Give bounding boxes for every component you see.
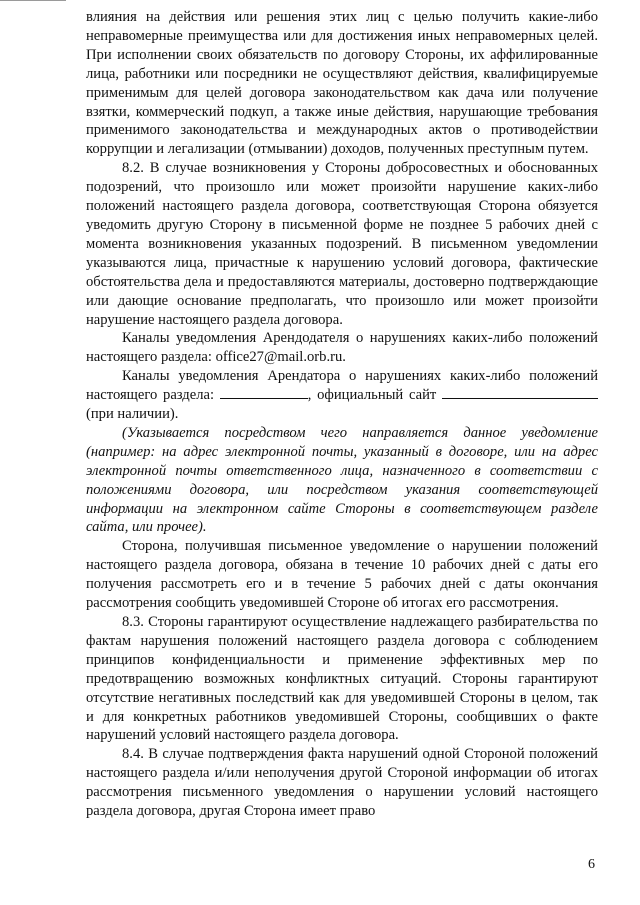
clause-8-3: 8.3. Стороны гарантируют осуществление надлежащего разбирательства по фактам нарушения положений настоящего раздела договора с соблюдением принципов конфиденциальности и применение эффективных мер по предотвращению возможных конфликтных ситуаций. Стороны гарантируют отсутствие негативных последствий как для уведомившей Стороны в целом, так и для конкретных работников уведомившей Стороны, сообщивших о факте нарушений условий настоящего раздела договора. — [86, 614, 598, 744]
clause-8-2: 8.2. В случае возникновения у Стороны добросовестных и обоснованных подозрений, что произошло или может произойти нарушение каких-либо положений настоящего раздела договора, соответствующая Сторона обязуется уведомить другую Сторону в письменной форме не позднее 5 рабочих дней с момента возникновения указанных подозрений. В письменном уведомлении указываются лица, причастные к нарушению условий договора, фактические обстоятельства дела и предоставляются материалы, достоверно подтверждающие или дающие основание предполагать, что произошло или может произойти нарушение настоящего раздела договора. — [86, 160, 598, 328]
recipient-obligation-paragraph: Сторона, получившая письменное уведомление о нарушении положений настоящего раздела договора, обязана в течение 10 рабочих дней с даты его получения рассмотреть его и в течение 5 рабочих дней с даты окончания рассмотрения сообщить уведомившей Стороне об итогах его рассмотрения. — [86, 538, 598, 612]
tenant-channels-text: Каналы уведомления Арендатора о нарушениях каких-либо положений настоящего раздела: — [86, 368, 598, 404]
tenant-channels-end: (при наличии). — [86, 406, 179, 423]
page-number: 6 — [588, 857, 595, 872]
header-rule — [0, 0, 66, 1]
continuation-paragraph: влияния на действия или решения этих лиц с целью получить какие-либо неправомерные преимущества или для достижения иных неправомерных целей. При исполнении своих обязательств по договору Стороны, их аффилированные лица, работники или посредники не осуществляют действия, квалифицируемые применимым для целей договора законодательством как дача или получение взятки, коммерческий подкуп, а также иные действия, нарушающие требования применимого законодательства и международных актов о противодействии коррупции и легализации (отмывании) доходов, полученных преступным путем. — [86, 9, 598, 158]
italic-instruction-note: (Указывается посредством чего направляется данное уведомление (например: на адрес электронной почты, указанный в договоре, или на адрес электронной почты ответственного лица, назначенного в соответствии с положениями договора, или посредством указания соответствующей информации на электронном сайте Стороны в соответствующем разделе сайта, или прочее). — [86, 424, 598, 536]
clause-8-4: 8.4. В случае подтверждения факта нарушений одной Стороной положений настоящего раздела и/или неполучения другой Стороной информации об итогах рассмотрения письменного уведомления о нарушении условий настоящего раздела договора, другая Сторона имеет право — [86, 746, 598, 820]
tenant-channels-paragraph — [86, 367, 598, 424]
tenant-channels-mid: , официальный сайт — [307, 387, 437, 404]
email-blank-line — [220, 386, 308, 399]
landlord-channels-paragraph: Каналы уведомления Арендодателя о нарушениях каких-либо положений настоящего раздела: office27@mail.orb.ru. — [86, 330, 598, 366]
contract-text — [86, 8, 598, 821]
website-blank-line — [442, 386, 598, 399]
